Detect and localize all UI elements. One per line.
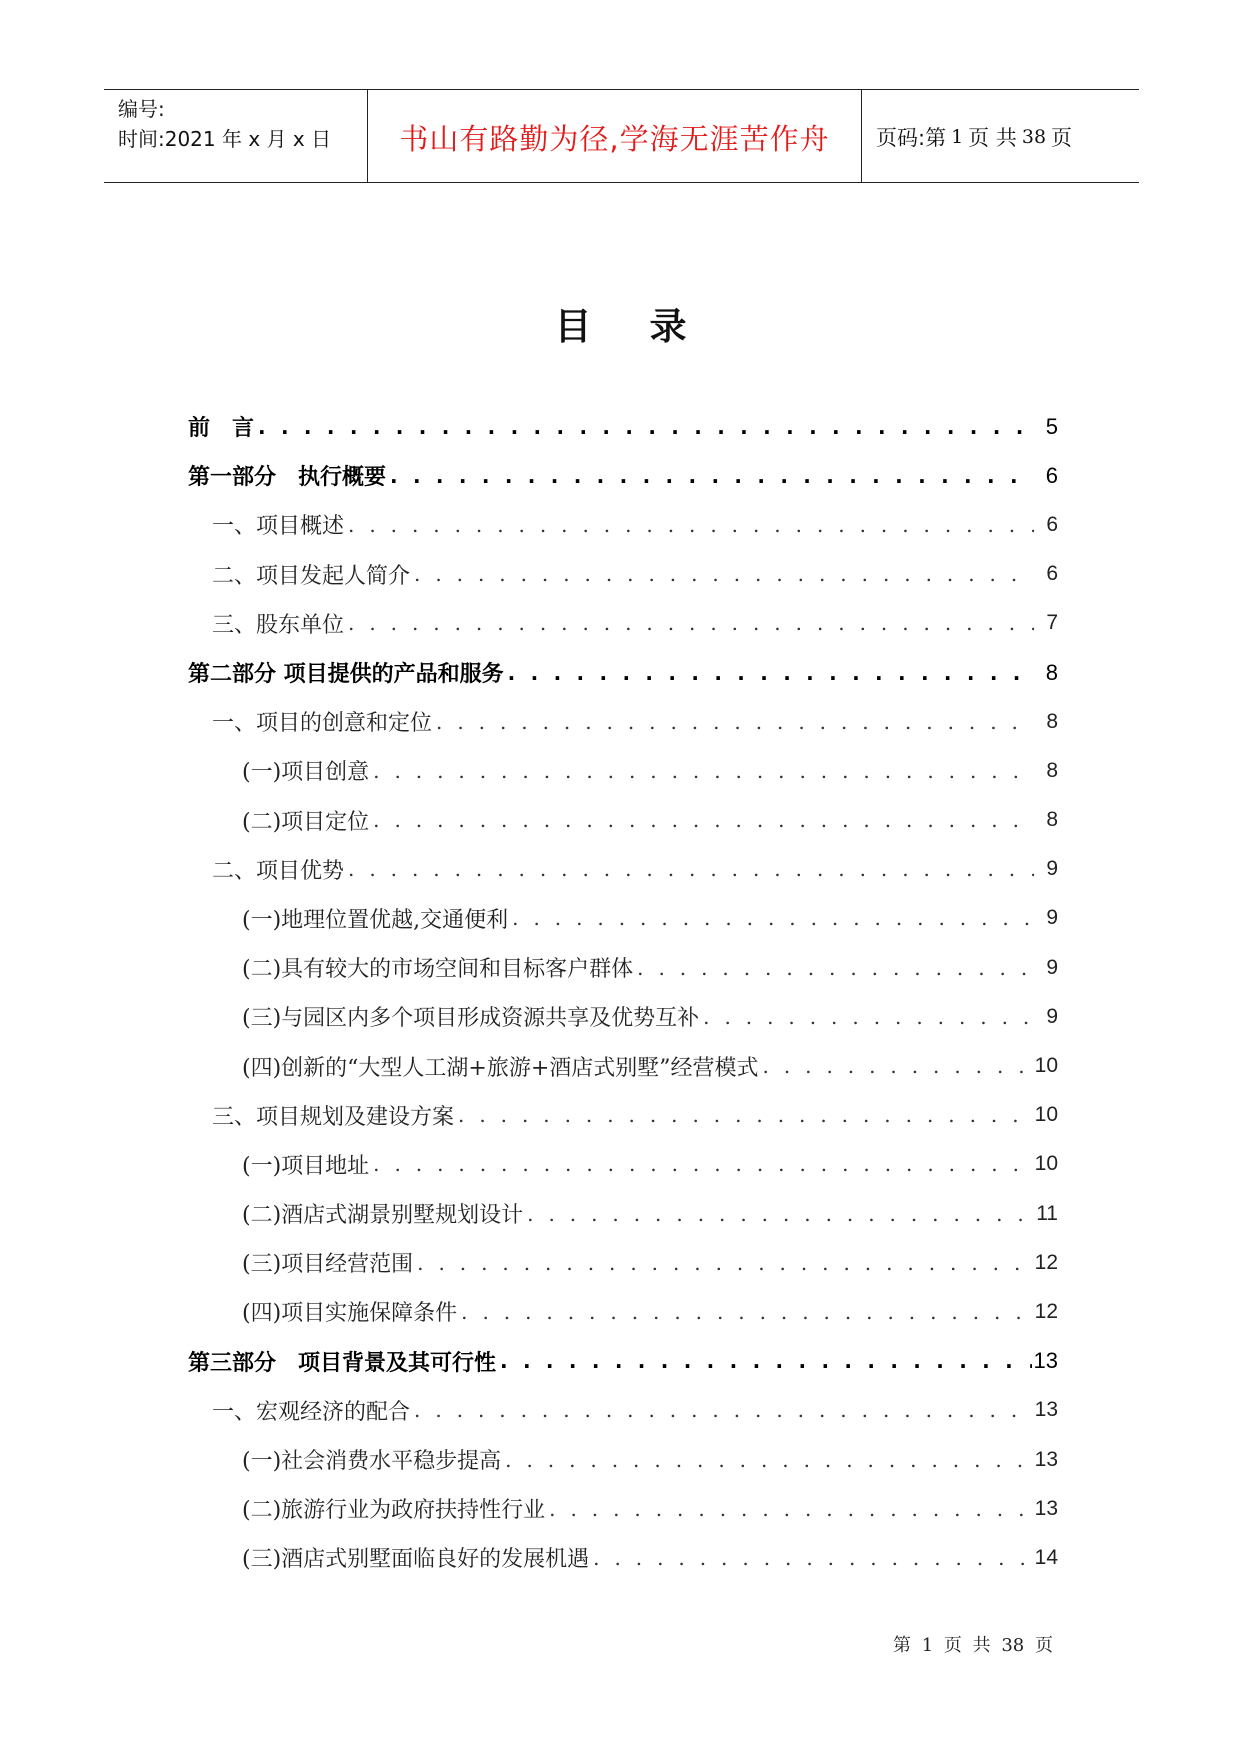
toc-entry-label: 前 言 <box>188 416 255 442</box>
page-prefix: 页码:第 <box>876 126 947 150</box>
toc-leader-dots <box>593 1546 1032 1570</box>
table-of-contents <box>188 402 1058 1583</box>
page-suffix: 页 <box>1051 126 1073 150</box>
toc-entry-label: (三)与园区内多个项目形成资源共享及优势互补 <box>242 1006 700 1032</box>
toc-leader-dots <box>348 857 1034 881</box>
toc-entry[interactable] <box>188 402 1058 451</box>
toc-entry-label: (一)社会消费水平稳步提高 <box>242 1449 502 1475</box>
toc-entry-label: (四)创新的“大型人工湖+旅游+酒店式别墅”经营模式 <box>242 1055 759 1081</box>
toc-entry[interactable] <box>188 1484 1058 1533</box>
toc-leader-dots <box>763 1054 1033 1078</box>
toc-leader-dots <box>373 1152 1032 1176</box>
toc-entry[interactable] <box>188 1091 1058 1140</box>
toc-entry[interactable] <box>188 550 1058 599</box>
toc-entry-page: 9 <box>1046 906 1058 930</box>
toc-entry-label: (二)旅游行业为政府扶持性行业 <box>242 1498 546 1524</box>
toc-entry-page: 8 <box>1045 659 1058 685</box>
toc-entry-page: 12 <box>1034 1299 1058 1323</box>
toc-entry-page: 6 <box>1046 512 1058 536</box>
toc-entry[interactable] <box>188 1337 1058 1386</box>
toc-entry-label: (一)项目地址 <box>242 1153 370 1179</box>
document-time-label: 时间:2021 年 x 月 x 日 <box>118 127 332 151</box>
document-number-label: 编号: <box>118 97 165 121</box>
toc-entry-label: (三)酒店式别墅面临良好的发展机遇 <box>242 1547 590 1573</box>
toc-entry[interactable] <box>188 1041 1058 1090</box>
toc-entry[interactable] <box>188 992 1058 1041</box>
toc-leader-dots <box>258 415 1034 439</box>
toc-entry[interactable] <box>188 943 1058 992</box>
toc-entry-page: 11 <box>1036 1201 1058 1225</box>
toc-leader-dots <box>417 1251 1032 1275</box>
toc-leader-dots <box>637 956 1034 980</box>
toc-entry[interactable] <box>188 1287 1058 1336</box>
toc-leader-dots <box>373 808 1034 832</box>
page-footer: 第 1 页 共 38 页 <box>893 1635 1053 1656</box>
page-middle: 页 共 <box>968 126 1017 150</box>
toc-entry-page: 13 <box>1034 1496 1058 1520</box>
toc-entry-label: 二、项目发起人简介 <box>212 563 411 589</box>
toc-entry[interactable] <box>188 500 1058 549</box>
toc-entry[interactable] <box>188 746 1058 795</box>
header-motto-cell <box>368 90 862 182</box>
toc-entry[interactable] <box>188 845 1058 894</box>
toc-entry[interactable] <box>188 894 1058 943</box>
toc-entry-label: (一)项目创意 <box>242 760 370 786</box>
toc-entry-label: 第二部分 项目提供的产品和服务 <box>188 662 504 688</box>
toc-entry-label: 一、项目的创意和定位 <box>212 711 433 737</box>
page-current: 1 <box>951 126 964 148</box>
toc-leader-dots <box>348 611 1034 635</box>
toc-leader-dots <box>461 1300 1032 1324</box>
toc-entry-page: 14 <box>1034 1545 1058 1569</box>
toc-leader-dots <box>414 1398 1033 1422</box>
toc-leader-dots <box>414 562 1034 586</box>
toc-entry[interactable] <box>188 796 1058 845</box>
toc-entry-page: 10 <box>1034 1152 1058 1176</box>
toc-entry-page: 6 <box>1045 462 1058 488</box>
toc-entry-page: 8 <box>1046 758 1058 782</box>
toc-leader-dots <box>549 1497 1032 1521</box>
toc-entry-label: 一、项目概述 <box>212 514 345 540</box>
toc-entry-page: 8 <box>1046 709 1058 733</box>
toc-entry-label: (二)酒店式湖景别墅规划设计 <box>242 1203 524 1229</box>
toc-entry-page: 9 <box>1046 955 1058 979</box>
toc-leader-dots <box>527 1202 1034 1226</box>
toc-entry-label: 三、项目规划及建设方案 <box>212 1104 455 1130</box>
toc-leader-dots <box>436 710 1034 734</box>
toc-leader-dots <box>512 906 1034 930</box>
header-page-number <box>862 90 1139 182</box>
toc-entry-page: 7 <box>1046 611 1058 635</box>
toc-leader-dots <box>505 1448 1032 1472</box>
toc-entry-page: 13 <box>1034 1447 1058 1471</box>
page-header <box>104 89 1139 183</box>
toc-entry[interactable] <box>188 1533 1058 1582</box>
toc-entry-page: 10 <box>1034 1103 1058 1127</box>
toc-leader-dots <box>373 759 1034 783</box>
toc-entry[interactable] <box>188 1386 1058 1435</box>
toc-entry-page: 12 <box>1034 1250 1058 1274</box>
toc-entry[interactable] <box>188 1435 1058 1484</box>
toc-entry-label: 二、项目优势 <box>212 858 345 884</box>
toc-leader-dots <box>508 661 1034 685</box>
toc-entry-label: (二)具有较大的市场空间和目标客户群体 <box>242 957 634 983</box>
toc-leader-dots <box>348 513 1034 537</box>
page-total: 38 <box>1021 126 1047 148</box>
toc-entry-page: 10 <box>1034 1054 1058 1078</box>
toc-entry-label: 三、股东单位 <box>212 612 345 638</box>
header-meta <box>104 90 368 182</box>
toc-entry[interactable] <box>188 697 1058 746</box>
toc-entry-page: 5 <box>1045 413 1058 439</box>
toc-entry[interactable] <box>188 1189 1058 1238</box>
toc-entry[interactable] <box>188 1238 1058 1287</box>
toc-entry-label: (三)项目经营范围 <box>242 1252 414 1278</box>
toc-entry-page: 6 <box>1046 562 1058 586</box>
toc-entry-page: 13 <box>1033 1348 1058 1374</box>
toc-entry-label: (二)项目定位 <box>242 809 370 835</box>
toc-entry[interactable] <box>188 599 1058 648</box>
toc-entry-label: 第一部分 执行概要 <box>188 465 387 491</box>
toc-leader-dots <box>458 1103 1033 1127</box>
toc-leader-dots <box>500 1349 1032 1373</box>
toc-entry-page: 8 <box>1046 808 1058 832</box>
toc-entry-label: 一、宏观经济的配合 <box>212 1399 411 1425</box>
toc-entry-page: 9 <box>1046 857 1058 881</box>
toc-leader-dots <box>390 464 1034 488</box>
toc-leader-dots <box>703 1005 1034 1029</box>
toc-title: 目录 <box>554 305 745 348</box>
toc-entry[interactable] <box>188 648 1058 697</box>
toc-entry-page: 13 <box>1034 1398 1058 1422</box>
toc-entry-page: 9 <box>1046 1004 1058 1028</box>
toc-entry-label: (四)项目实施保障条件 <box>242 1301 458 1327</box>
header-motto: 书山有路勤为径,学海无涯苦作舟 <box>399 121 830 156</box>
toc-entry[interactable] <box>188 1140 1058 1189</box>
toc-entry-label: 第三部分 项目背景及其可行性 <box>188 1350 497 1376</box>
toc-entry-label: (一)地理位置优越,交通便利 <box>242 907 509 933</box>
toc-entry[interactable] <box>188 451 1058 500</box>
